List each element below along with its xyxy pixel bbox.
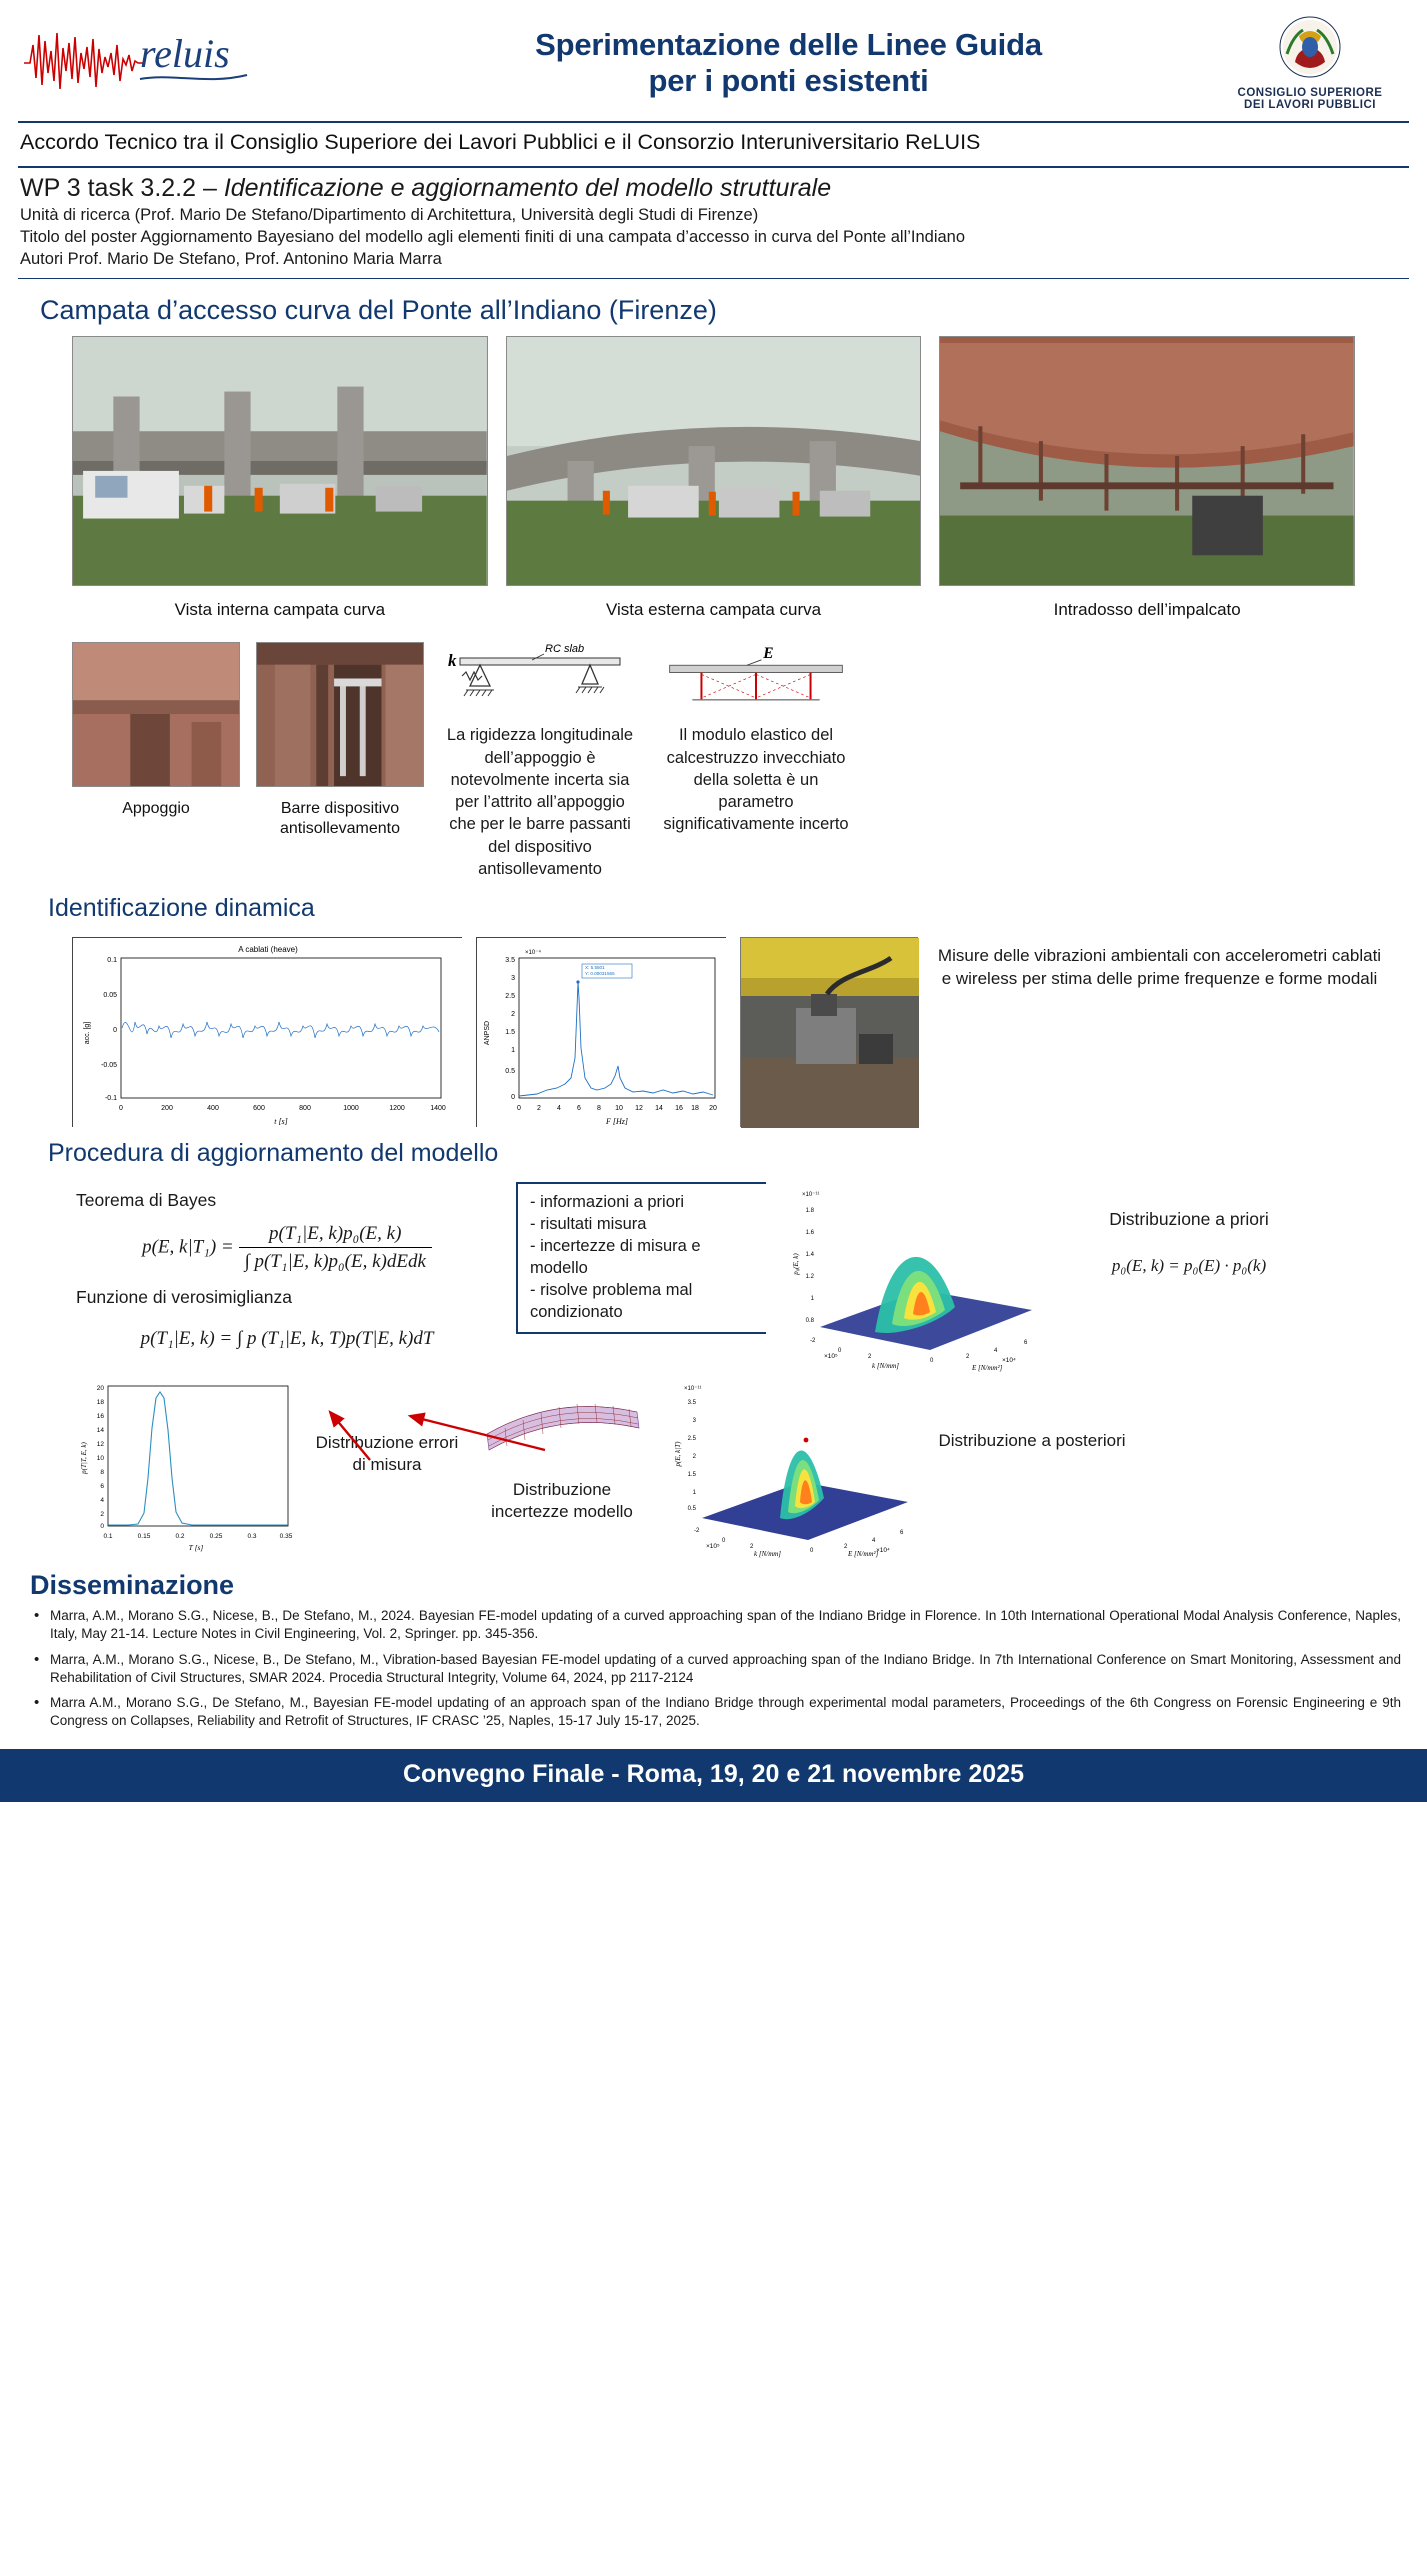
formula-bayes-lhs: p(E, k|T₁) =: [142, 1236, 234, 1258]
svg-text:2.5: 2.5: [505, 993, 515, 1001]
svg-text:0.05: 0.05: [103, 992, 117, 1000]
caption-incertezze-modello: Distribuzione incertezze modello: [491, 1480, 633, 1522]
svg-text:0: 0: [100, 1523, 104, 1531]
svg-text:200: 200: [161, 1105, 173, 1113]
svg-text:14: 14: [655, 1105, 663, 1113]
svg-text:0.3: 0.3: [247, 1533, 257, 1541]
svg-text:×10⁵: ×10⁵: [824, 1353, 838, 1361]
svg-text:0.35: 0.35: [279, 1533, 293, 1541]
bullet-2: - incertezze di misura e modello: [530, 1237, 701, 1277]
svg-text:×10⁴: ×10⁴: [1002, 1357, 1016, 1365]
italian-republic-emblem-icon: [1275, 14, 1345, 84]
svg-text:2: 2: [537, 1105, 541, 1113]
formula-likelihood: p(T₁|E, k) = ∫ p (T₁|E, k, T)p(T|E, k)dT: [140, 1328, 434, 1350]
svg-text:1.8: 1.8: [805, 1208, 814, 1215]
wp-titolo-poster: Titolo del poster Aggiornamento Bayesiano del modello agli elementi finiti di una campata d’accesso in curva del Ponte all’Indiano: [20, 227, 966, 246]
detail-k-block: [440, 642, 640, 880]
svg-text:1.4: 1.4: [805, 1252, 814, 1259]
svg-text:8: 8: [100, 1469, 104, 1477]
formula-bayes: [72, 1217, 502, 1279]
formula-bayes-numerator: p(T₁|E, k)p₀(E, k): [239, 1223, 432, 1248]
svg-text:4: 4: [872, 1538, 876, 1545]
svg-text:3.5: 3.5: [687, 1400, 696, 1407]
svg-text:2: 2: [844, 1544, 848, 1551]
svg-text:1200: 1200: [389, 1105, 405, 1113]
bullet-3: - risolve problema mal condizionato: [530, 1280, 693, 1321]
svg-text:16: 16: [96, 1413, 104, 1421]
svg-text:k [N/mm]: k [N/mm]: [754, 1550, 782, 1559]
bayes-bullets: [516, 1182, 766, 1334]
wp-autori: Autori Prof. Mario De Stefano, Prof. Antonino Maria Marra: [20, 249, 442, 268]
section-title-identificazione: Identificazione dinamica: [48, 894, 315, 923]
svg-text:3: 3: [692, 1418, 696, 1425]
dynamic-row: [0, 933, 1427, 1127]
svg-text:k: k: [448, 651, 457, 671]
svg-text:0.1: 0.1: [107, 957, 117, 965]
red-arrows-icon: [300, 1390, 560, 1510]
wp-title-italic: Identificazione e aggiornamento del modello strutturale: [223, 174, 832, 202]
svg-text:p₀(E, k): p₀(E, k): [792, 1253, 800, 1275]
svg-text:Y: 0.00031565: Y: 0.00031565: [585, 971, 615, 977]
svg-text:20: 20: [96, 1385, 104, 1393]
bayes-bottom-row: [72, 1378, 1397, 1558]
caption-barre: Barre dispositivo antisollevamento: [279, 800, 401, 838]
svg-text:0.5: 0.5: [687, 1506, 696, 1513]
caption-vista-esterna: Vista esterna campata curva: [605, 600, 822, 620]
svg-text:2: 2: [100, 1511, 104, 1519]
title-distribuzione-priori: Distribuzione a priori: [1109, 1209, 1269, 1230]
svg-text:4: 4: [557, 1105, 561, 1113]
svg-text:RC slab: RC slab: [545, 643, 585, 656]
photo-intradosso: [939, 336, 1355, 586]
svg-text:-0.1: -0.1: [104, 1095, 117, 1103]
reference-item: • Marra, A.M., Morano S.G., Nicese, B., De Stefano, M., 2024. Bayesian FE-model updating of a curved approaching span of the Indiano Bridge in Florence. In 10th International Operational Modal Analysis Conference, Naples, Italy, May 21-14. Lecture Notes in Civil Engineering, Vol. 2, Springer. pp. 345-356.: [30, 1607, 1401, 1643]
photo-sensor-setup: [740, 937, 918, 1127]
svg-text:E [N/mm²]: E [N/mm²]: [848, 1550, 879, 1559]
title-distribuzione-posteriori: Distribuzione a posteriori: [938, 1431, 1126, 1451]
svg-text:A cablati (heave): A cablati (heave): [238, 945, 298, 955]
svg-text:800: 800: [299, 1105, 311, 1113]
svg-text:-0.05: -0.05: [101, 1062, 117, 1070]
svg-text:16: 16: [675, 1105, 683, 1113]
svg-text:1.2: 1.2: [805, 1274, 814, 1281]
bayes-formulas: [72, 1182, 502, 1356]
svg-text:acc. [g]: acc. [g]: [84, 1021, 91, 1045]
poster-title-line2: per i ponti esistenti: [648, 62, 929, 98]
svg-text:6: 6: [1024, 1340, 1028, 1347]
svg-text:18: 18: [96, 1399, 104, 1407]
svg-text:p(T|T, E, k): p(T|T, E, k): [80, 1442, 88, 1475]
svg-text:14: 14: [96, 1427, 104, 1435]
svg-text:k [N/mm]: k [N/mm]: [872, 1362, 900, 1371]
bayes-top-row: [72, 1182, 1397, 1372]
svg-text:F [Hz]: F [Hz]: [605, 1117, 629, 1127]
plot-anpsd: [476, 937, 726, 1127]
bullet-0: - informazioni a priori: [530, 1193, 685, 1212]
text-E-uncertainty: Il modulo elastico del calcestruzzo invecchiato della soletta è un parametro significativamente incerto: [663, 726, 849, 834]
svg-text:2: 2: [966, 1354, 970, 1361]
svg-text:12: 12: [96, 1441, 104, 1449]
wp-unita: Unità di ricerca (Prof. Mario De Stefano/Dipartimento di Architettura, Università degli Studi di Firenze): [20, 206, 759, 224]
dynamic-description: Misure delle vibrazioni ambientali con accelerometri cablati e wireless per stima delle prime frequenze e forme modali: [937, 946, 1382, 989]
svg-text:1.5: 1.5: [505, 1029, 515, 1037]
wp-title-prefix: WP 3 task 3.2.2 –: [20, 174, 224, 202]
svg-text:2: 2: [511, 1011, 515, 1019]
svg-text:reluis: reluis: [140, 30, 230, 76]
svg-text:0: 0: [511, 1094, 515, 1102]
svg-text:20: 20: [709, 1105, 717, 1113]
svg-text:-2: -2: [694, 1528, 700, 1535]
surface-posterior: [662, 1378, 922, 1558]
sketch-E-slab: [656, 642, 856, 714]
detail-row: [0, 620, 1427, 880]
svg-text:2: 2: [692, 1454, 696, 1461]
svg-text:×10⁻⁴: ×10⁻⁴: [525, 950, 541, 957]
svg-text:0: 0: [838, 1348, 842, 1355]
bullet-1: - risultati misura: [530, 1215, 647, 1234]
svg-text:4: 4: [994, 1348, 998, 1355]
surface-prior: [780, 1182, 1050, 1372]
svg-text:600: 600: [253, 1105, 265, 1113]
svg-text:T [s]: T [s]: [188, 1543, 204, 1553]
poster-title-line1: Sperimentazione delle Linee Guida: [535, 26, 1042, 62]
svg-text:E: E: [763, 645, 774, 663]
svg-text:0.1: 0.1: [103, 1533, 113, 1541]
section-title-procedura: Procedura di aggiornamento del modello: [48, 1139, 499, 1168]
svg-text:1000: 1000: [343, 1105, 359, 1113]
wp-block: [0, 168, 1427, 274]
svg-text:6: 6: [577, 1105, 581, 1113]
svg-text:p(E, k|T): p(E, k|T): [674, 1441, 682, 1467]
svg-text:3: 3: [511, 975, 515, 983]
text-k-uncertainty: La rigidezza longitudinale dell’appoggio è notevolmente incerta sia per l’attrito all’appoggio che per le barre passanti del dispositivo antisollevamento: [446, 726, 634, 878]
photo-cell-1: [72, 336, 488, 620]
svg-text:8: 8: [597, 1105, 601, 1113]
wp-title: [20, 174, 1407, 203]
detail-barre: [256, 642, 424, 839]
poster-footer: Convegno Finale - Roma, 19, 20 e 21 novembre 2025: [0, 1749, 1427, 1802]
svg-text:0.15: 0.15: [137, 1533, 151, 1541]
svg-text:0: 0: [810, 1548, 814, 1555]
svg-text:0: 0: [113, 1027, 117, 1035]
svg-text:×10⁵: ×10⁵: [706, 1543, 720, 1551]
photo-barre-antisollevamento: [256, 642, 424, 787]
caption-intradosso: Intradosso dell’impalcato: [1053, 600, 1241, 620]
svg-text:3.5: 3.5: [505, 957, 515, 965]
photo-vista-interna: [72, 336, 488, 586]
svg-text:2.5: 2.5: [687, 1436, 696, 1443]
poster-header: [0, 0, 1427, 117]
section-title-disseminazione: Disseminazione: [30, 1570, 235, 1601]
plot-measurement-errors: [72, 1378, 302, 1558]
formula-bayes-denominator: ∫ p(T₁|E, k)p₀(E, k)dEdk: [244, 1251, 426, 1273]
label-teorema-bayes: Teorema di Bayes: [76, 1190, 217, 1211]
svg-text:0: 0: [930, 1358, 934, 1365]
svg-text:X: 5.5501: X: 5.5501: [585, 965, 605, 971]
svg-text:2: 2: [750, 1544, 754, 1551]
caption-errori-misura: Distribuzione errori di misura: [315, 1433, 459, 1475]
photo-cell-2: [506, 336, 922, 620]
section-title-campata: Campata d’accesso curva del Ponte all’Indiano (Firenze): [40, 295, 717, 326]
svg-text:0.5: 0.5: [505, 1068, 515, 1076]
caption-appoggio: Appoggio: [122, 800, 190, 818]
svg-text:10: 10: [615, 1105, 623, 1113]
label-verosimiglianza: Funzione di verosimiglianza: [76, 1287, 292, 1308]
svg-text:6: 6: [900, 1530, 904, 1537]
prior-text-block: [1064, 1182, 1314, 1283]
reference-item: • Marra A.M., Morano S.G., De Stefano, M., Bayesian FE-model updating of an approach span of the Indiano Bridge through experimental modal parameters, Proceedings of the 6th Congress on Forensic Engineering e 9th Congress on Collapses, Reliability and Retrofit of Structures, IF CRASC ’25, Naples, 15-17 July 15-17, 2025.: [30, 1694, 1401, 1730]
csllpp-logo: [1215, 14, 1405, 111]
poster-title: [372, 27, 1205, 99]
svg-text:0: 0: [517, 1105, 521, 1113]
svg-text:t [s]: t [s]: [274, 1117, 288, 1127]
formula-priori: p₀(E, k) = p₀(E) · p₀(k): [1111, 1255, 1267, 1275]
svg-text:10: 10: [96, 1455, 104, 1463]
svg-text:2: 2: [868, 1354, 872, 1361]
svg-text:400: 400: [207, 1105, 219, 1113]
svg-text:×10⁴: ×10⁴: [876, 1547, 890, 1555]
svg-text:18: 18: [691, 1105, 699, 1113]
svg-text:0.2: 0.2: [175, 1533, 185, 1541]
svg-text:1: 1: [692, 1490, 696, 1497]
svg-text:1: 1: [810, 1296, 814, 1303]
svg-text:1: 1: [511, 1047, 515, 1055]
csllpp-line2: DEI LAVORI PUBBLICI: [1244, 99, 1376, 111]
svg-text:0: 0: [722, 1538, 726, 1545]
svg-text:1.6: 1.6: [805, 1230, 814, 1237]
svg-text:1400: 1400: [430, 1105, 446, 1113]
svg-text:0: 0: [119, 1105, 123, 1113]
dissemination-block: [0, 1558, 1427, 1741]
svg-text:1.5: 1.5: [687, 1472, 696, 1479]
plot-timeseries: [72, 937, 462, 1127]
svg-text:×10⁻¹¹: ×10⁻¹¹: [802, 1192, 820, 1199]
caption-vista-interna: Vista interna campata curva: [174, 600, 386, 620]
svg-text:ANPSD: ANPSD: [484, 1021, 491, 1046]
sketch-k-spring: [440, 642, 640, 714]
photo-row-1: [0, 336, 1427, 620]
detail-E-block: [656, 642, 856, 835]
svg-text:6: 6: [100, 1483, 104, 1491]
svg-text:-2: -2: [810, 1338, 816, 1345]
detail-appoggio: [72, 642, 240, 819]
svg-text:0.25: 0.25: [209, 1533, 223, 1541]
bayes-block: [0, 1178, 1427, 1558]
photo-cell-3: [939, 336, 1355, 620]
svg-text:E [N/mm²]: E [N/mm²]: [972, 1364, 1003, 1373]
photo-appoggio: [72, 642, 240, 787]
csllpp-line1: CONSIGLIO SUPERIORE: [1237, 87, 1383, 99]
svg-text:0.8: 0.8: [805, 1318, 814, 1325]
svg-text:12: 12: [635, 1105, 643, 1113]
svg-text:4: 4: [100, 1497, 104, 1505]
reluis-logo: [22, 23, 362, 103]
accordo-text: Accordo Tecnico tra il Consiglio Superiore dei Lavori Pubblici e il Consorzio Interuniversitario ReLUIS: [20, 130, 981, 154]
svg-text:×10⁻¹¹: ×10⁻¹¹: [684, 1386, 702, 1393]
reference-list: [30, 1607, 1401, 1730]
photo-vista-esterna: [506, 336, 922, 586]
reference-item: • Marra, A.M., Morano S.G., Nicese, B., De Stefano, M., Vibration-based Bayesian FE-model updating of a curved approaching span of the Indiano Bridge. In 7th International Conference on Smart Monitoring, Assessment and Rehabilitation of Civil Structures, SMAR 2024. Procedia Structural Integrity, Volume 64, 2024, pp 2117-2124: [30, 1651, 1401, 1687]
